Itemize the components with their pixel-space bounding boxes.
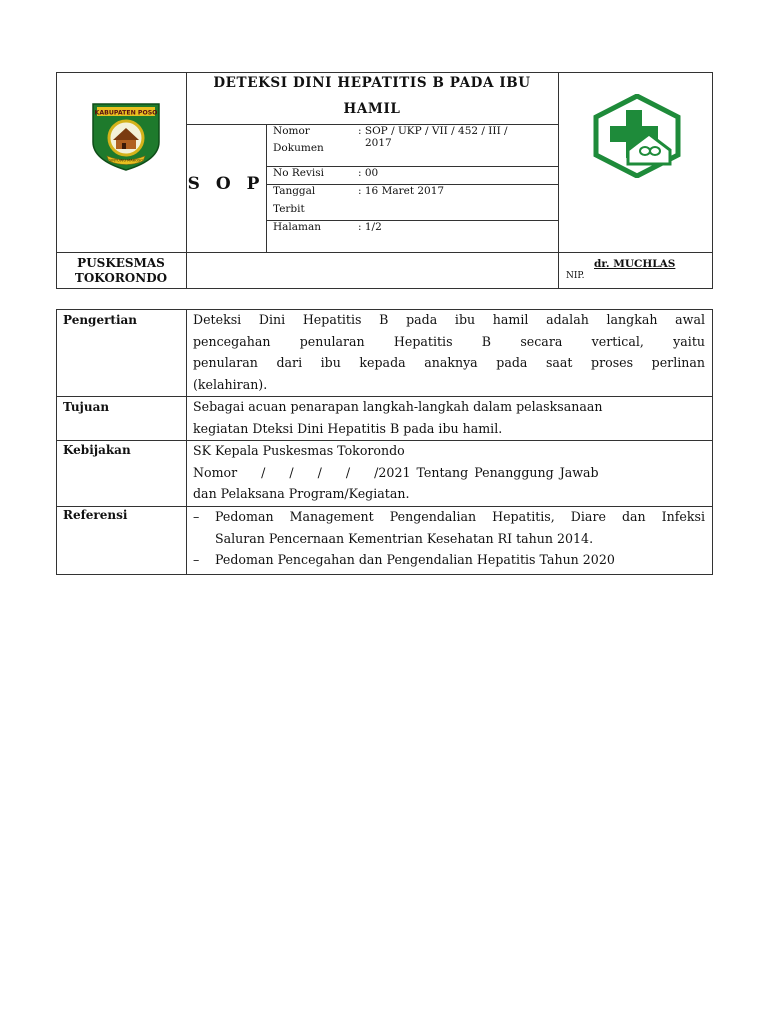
- meta-label-terbit: Terbit: [273, 203, 305, 215]
- meta-value-halaman: : 1/2: [358, 221, 382, 233]
- label-referensi: Referensi: [63, 508, 128, 522]
- pengertian-line: pencegahan penularan Hepatitis B secara vertical, yaitu: [193, 333, 705, 349]
- pengertian-line: Deteksi Dini Hepatitis B pada ibu hamil adalah langkah awal: [193, 312, 705, 327]
- referensi-item-2-line-1: Pedoman Pencegahan dan Pengendalian Hepatitis Tahun 2020: [215, 552, 615, 567]
- signatory-nip-label: NIP.: [566, 271, 585, 281]
- meta-value-tanggal: : 16 Maret 2017: [358, 185, 445, 197]
- bullet-dash: –: [193, 552, 200, 567]
- text-pengertian: [193, 309, 705, 395]
- label-kebijakan: Kebijakan: [63, 443, 131, 457]
- puskesmas-cross-icon: [592, 94, 682, 178]
- kebijakan-line: SK Kepala Puskesmas Tokorondo: [193, 443, 405, 458]
- puskesmas-logo: [592, 94, 682, 178]
- meta-label-nomor: Nomor: [273, 125, 310, 137]
- document-title-line-1: DETEKSI DINI HEPATITIS B PADA IBU: [213, 75, 531, 91]
- document-title-line-2: HAMIL: [343, 101, 401, 117]
- tujuan-line: Sebagai acuan penarapan langkah-langkah dalam pelasksanaan: [193, 399, 603, 414]
- pengertian-line: penularan dari ibu kepada anaknya pada saat proses perlinan: [193, 355, 705, 370]
- signatory-name: dr. MUCHLAS: [594, 258, 676, 270]
- org-name-line-2: TOKORONDO: [74, 271, 168, 285]
- sop-label: S O P: [187, 174, 265, 194]
- label-tujuan: Tujuan: [63, 400, 110, 414]
- meta-value-revisi: : 00: [358, 167, 379, 179]
- meta-row-nomor-dokumen: [273, 124, 558, 166]
- meta-label-revisi: No Revisi: [273, 167, 325, 179]
- org-name: [56, 256, 186, 286]
- meta-divider: [266, 124, 267, 252]
- text-tujuan: [193, 396, 705, 439]
- meta-row-revisi: [273, 166, 558, 184]
- referensi-item-1-line-1: Pedoman Management Pengendalian Hepatitis, Diare dan Infeksi: [215, 509, 705, 524]
- kebijakan-line: Nomor / / / / /2021 Tentang Penanggung Jawab: [193, 464, 599, 480]
- meta-label-dokumen: Dokumen: [273, 142, 324, 154]
- pengertian-line: (kelahiran).: [193, 376, 268, 392]
- label-pengertian: Pengertian: [63, 313, 138, 327]
- footer-row-line: [56, 252, 713, 253]
- header-divider-right: [558, 72, 559, 289]
- meta-value-nomor: : SOP / UKP / VII / 452 / III /: [358, 125, 508, 137]
- kabupaten-poso-logo: [89, 98, 163, 172]
- content-divider: [186, 309, 187, 575]
- meta-label-tanggal: Tanggal: [273, 185, 316, 197]
- logo-band-text: KABUPATEN POSO: [94, 109, 158, 117]
- bullet-dash: –: [193, 509, 200, 524]
- tujuan-line: kegiatan Dteksi Dini Hepatitis B pada ibu hamil.: [193, 420, 503, 436]
- text-kebijakan: [193, 440, 705, 505]
- meta-value-nomor-cont: 2017: [365, 137, 392, 149]
- org-name-line-1: PUSKESMAS: [77, 256, 165, 270]
- meta-label-halaman: Halaman: [273, 221, 322, 233]
- logo-ribbon-text: SINTUWU MAROSO: [108, 158, 144, 163]
- kebijakan-line: dan Pelaksana Program/Kegiatan.: [193, 486, 410, 501]
- meta-row-halaman: [273, 220, 558, 238]
- document-title: [186, 74, 558, 118]
- meta-row-tanggal-terbit: [273, 184, 558, 220]
- referensi-item-1-line-2: Saluran Pencernaan Kementrian Kesehatan RI tahun 2014.: [215, 530, 594, 546]
